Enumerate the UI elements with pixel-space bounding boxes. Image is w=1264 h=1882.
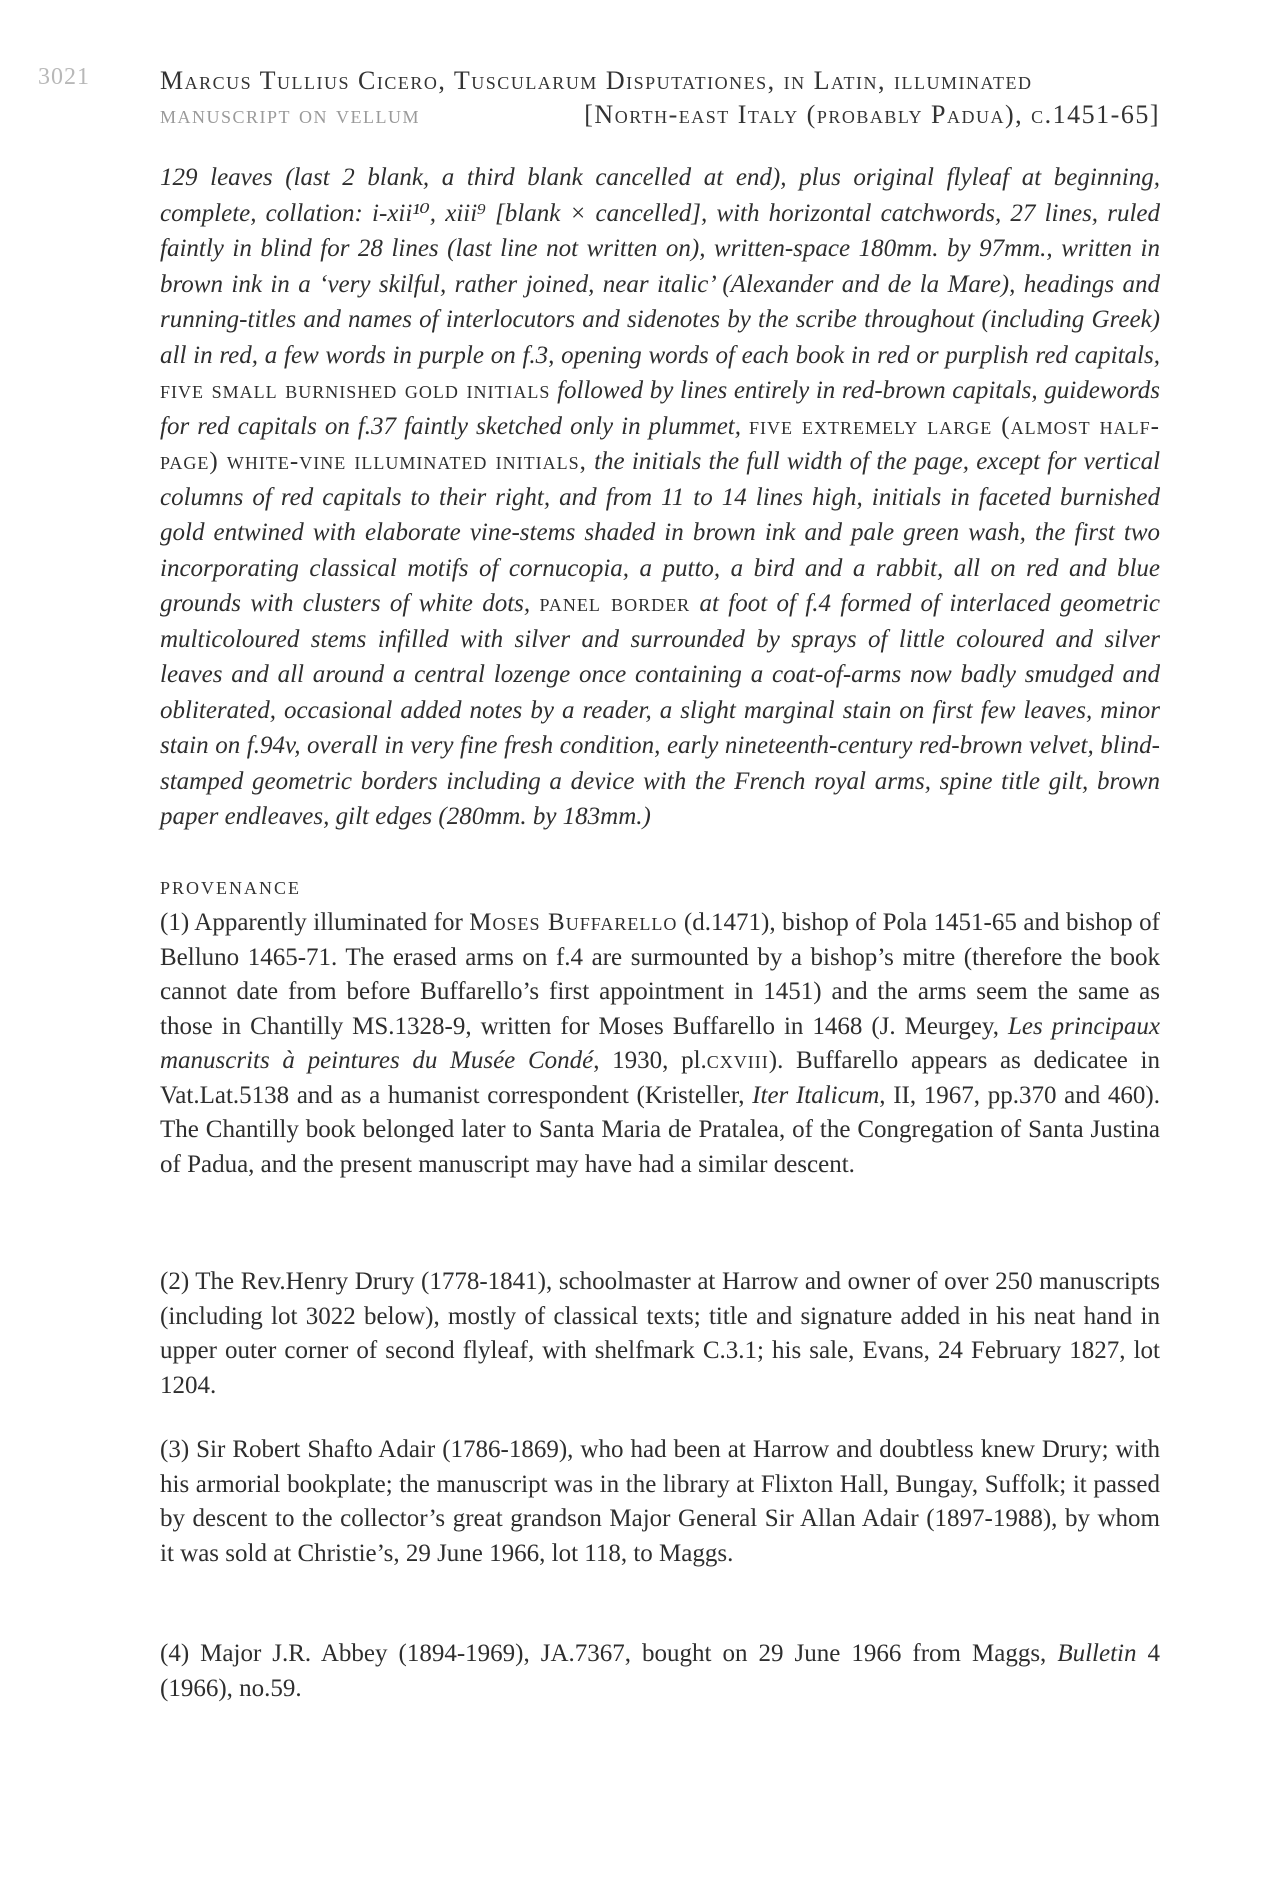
prov1-text-b: (d.1471), bishop of Pola 1451-65 and bishop of Belluno 1465-71. The erased arms on f.4 are surmounted by a bishop’s mitre (therefore the book cannot date from before Buffarello’s first appointment in 1451) and the arms seem the same as those in Chantilly MS.1328-9, written for Moses Buffarello in 1468 (J. Meurgey, [160, 909, 1160, 1040]
description-part-3: the initials the full width of the page, except for vertical columns of red capitals to their right, and from 11 to 14 lines high, initials in faceted burnished gold entwined with elaborate vine-stems shaded in brown ink and pale green wash, the first two incorporating classical motifs of cornucopia, a putto, a bird and a rabbit, all on red and blue grounds with clusters of white dots, [160, 448, 1161, 617]
provenance-heading: PROVENANCE [160, 878, 302, 898]
prov1-book-title: Les principaux manuscrits à peintures du Musée Condé [160, 1012, 1160, 1074]
title-line-2-left: manuscript on vellum [160, 100, 421, 129]
provenance-entry-3: (3) Sir Robert Shafto Adair (1786-1869), who had been at Harrow and doubtless knew Drury; with his armorial bookplate; the manuscript was in the library at Flixton Hall, Bungay, Suffolk; it passed by descent to the collector’s great grandson Major General Sir Allan Adair (1897-1988), by whom it was sold at Christie’s, 29 June 1966, lot 118, to Maggs. [160, 1436, 1160, 1567]
provenance-entry-4 [160, 1637, 1160, 1706]
prov4-text-b: 4 (1966), no.59. [160, 1640, 1161, 1702]
provenance-entry-1 [160, 906, 1160, 1182]
provenance-entry-2: (2) The Rev.Henry Drury (1778-1841), schoolmaster at Harrow and owner of over 250 manuscripts (including lot 3022 below), mostly of classical texts; title and signature added in his neat hand in upper outer corner of second flyleaf, with shelfmark C.3.1; his sale, Evans, 24 February 1827, lot 1204. [160, 1268, 1160, 1399]
title-line-2-right: [North-east Italy (probably Padua), c.1451-65] [584, 100, 1160, 129]
title-line-1: Marcus Tullius Cicero, Tuscularum Disputationes, in Latin, illuminated [160, 66, 1033, 95]
prov1-iter-title: Iter Italicum [752, 1081, 880, 1109]
description-part-1: 129 leaves (last 2 blank, a third blank cancelled at end), plus original flyleaf at beginning, complete, collation: i-xii¹⁰, xiii⁹ [blank × cancelled], with horizontal catchwords, 27 lines, ruled faintly in blind for 28 lines (last line not written on), written-space 180mm. by 97mm., written in brown ink in a ‘very skilful, rather joined, near italic’ (Alexander and de la Mare), headings and running-titles and names of interlocutors and sidenotes by the scribe throughout (including Greek) all in red, a few words in purple on f.3, opening words of each book in red or purplish red capitals, [160, 164, 1160, 369]
description-part-4: at foot of f.4 formed of interlaced geometric multicoloured stems infilled with silver and surrounded by sprays of little coloured and silver leaves and all around a central lozenge once containing a coat-of-arms now badly smudged and obliterated, occasional added notes by a reader, a slight marginal stain on first few leaves, minor stain on f.94v, overall in very fine fresh condition, early nineteenth-century red-brown velvet, blind-stamped geometric borders including a device with the French royal arms, spine title gilt, brown paper endleaves, gilt edges (280mm. by 183mm.) [160, 590, 1160, 830]
lot-title [160, 64, 1160, 132]
prov1-text-d: ). Buffarello appears as dedicatee in Vat.Lat.5138 and as a humanist correspondent (Kristeller, [160, 1047, 1160, 1109]
prov1-plate-number: cxviii [706, 1047, 769, 1074]
lot-number: 3021 [38, 64, 90, 90]
lot-description [160, 160, 1160, 835]
prov4-bulletin-title: Bulletin [1057, 1640, 1137, 1667]
prov4-text-a: (4) Major J.R. Abbey (1894-1969), JA.7367, bought on 29 June 1966 from Maggs, [160, 1640, 1058, 1667]
prov1-text-e: , II, 1967, pp.370 and 460). The Chantilly book belonged later to Santa Maria de Pratalea, of the Congregation of Santa Justina of Padua, and the present manuscript may have had a similar descent. [160, 1081, 1160, 1178]
description-smallcaps-3: panel border [539, 590, 691, 617]
title-line-2 [160, 98, 1160, 132]
description-smallcaps-1: five small burnished gold initials [160, 377, 551, 404]
prov1-owner-name: Moses Buffarello [469, 909, 678, 936]
prov1-text-a: (1) Apparently illuminated for [160, 909, 470, 936]
description-part-2: followed by lines entirely in red-brown capitals, guidewords for red capitals on f.37 faintly sketched only in plummet, [160, 377, 1160, 440]
prov1-text-c: , 1930, pl. [593, 1047, 707, 1074]
description-smallcaps-2: five extremely large (almost half-page) white-vine illuminated initials, [160, 412, 1160, 475]
